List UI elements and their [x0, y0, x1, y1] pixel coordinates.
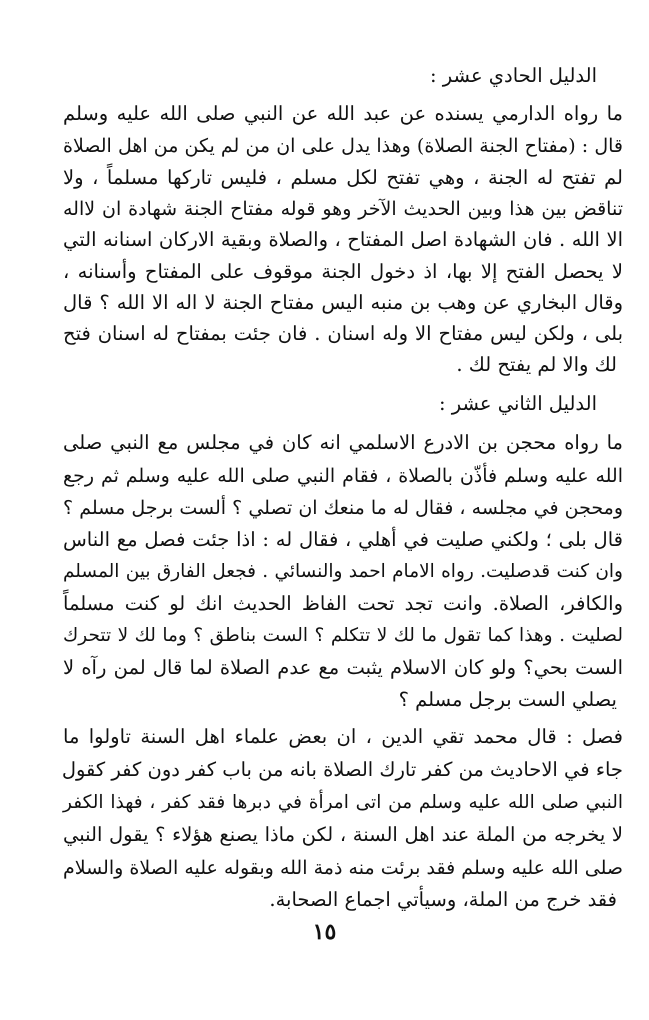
text-line: وقال البخاري عن وهب بن منبه اليس مفتاح الجنة لا اله الا الله ؟ قال: [63, 291, 623, 314]
text-line: الله عليه وسلم فأذّن بالصلاة ، فقام النبي صلى الله عليه وسلم ثم رجع: [63, 465, 623, 487]
text-line: جاء في الاحاديث من كفر تارك الصلاة بانه من باب كفر دون كفر كقول: [61, 758, 623, 781]
text-line: لك والا لم يفتح لك .: [456, 353, 617, 376]
text-line: لصليت . وهذا كما تقول ما لك لا تتكلم ؟ الست بناطق ؟ وما لك لا تتحرك: [63, 625, 623, 646]
text-line: قال : (مفتاح الجنة الصلاة) وهذا يدل على ان من لم يكن من اهل الصلاة: [63, 135, 623, 157]
text-line: فقد خرج من الملة، وسيأتي اجماع الصحابة.: [269, 888, 617, 911]
text-line: يصلي الست برجل مسلم ؟: [398, 688, 617, 711]
text-line: لا يحصل الفتح إلا بها، اذ دخول الجنة موقوف على المفتاح وأسنانه ،: [63, 260, 623, 283]
text-line: ما رواه محجن بن الادرع الاسلمي انه كان في مجلس مع النبي صلى: [63, 431, 623, 454]
text-line: بلى ، ولكن ليس مفتاح الا وله اسنان . فان جئت بمفتاح له اسنان فتح: [63, 322, 623, 345]
text-line: قال بلى ؛ ولكني صليت في أهلي ، فقال له : اذا جئت فصل مع الناس: [63, 528, 623, 551]
text-line: الا الله . فان الشهادة اصل المفتاح ، والصلاة وبقية الاركان اسنانه التي: [63, 228, 623, 251]
page-number: ١٥: [312, 919, 337, 945]
text-line: فصل : قال محمد تقي الدين ، ان بعض علماء اهل السنة تاولوا ما: [63, 725, 623, 748]
text-line: صلى الله عليه وسلم فقد برئت منه ذمة الله وبقوله عليه الصلاة والسلام: [63, 857, 623, 879]
text-line: لم تفتح له الجنة ، وهي تفتح لكل مسلم ، فليس تاركها مسلماً ، ولا: [63, 166, 623, 189]
text-line: تناقض بين هذا وبين الحديث الآخر وهو قوله مفتاح الجنة شهادة ان لااله: [63, 198, 623, 220]
text-line: ما رواه الدارمي يسنده عن عبد الله عن النبي صلى الله عليه وسلم: [63, 102, 623, 125]
section-heading-12: الدليل الثاني عشر :: [438, 392, 597, 415]
text-line: ومحجن في مجلسه ، فقال له ما منعك ان تصلي ؟ ألست برجل مسلم ؟: [63, 497, 623, 519]
text-line: النبي صلى الله عليه وسلم من اتى امرأة في دبرها فقد كفر ، فهذا الكفر: [63, 792, 623, 813]
text-line: لا يخرجه من الملة عند اهل السنة ، لكن ماذا يصنع هؤلاء ؟ يقول النبي: [63, 823, 623, 846]
text-line: وان كنت قدصليت. رواه الامام احمد والنسائي . فجعل الفارق بين المسلم: [63, 561, 623, 582]
section-heading-11: الدليل الحادي عشر :: [430, 64, 597, 87]
text-line: والكافر، الصلاة. وانت تجد تحت الفاظ الحديث انك لو كنت مسلماً: [63, 592, 623, 615]
text-line: الست بحي؟ ولو كان الاسلام يثبت مع عدم الصلاة لما قال لمن رآه لا: [63, 656, 623, 679]
